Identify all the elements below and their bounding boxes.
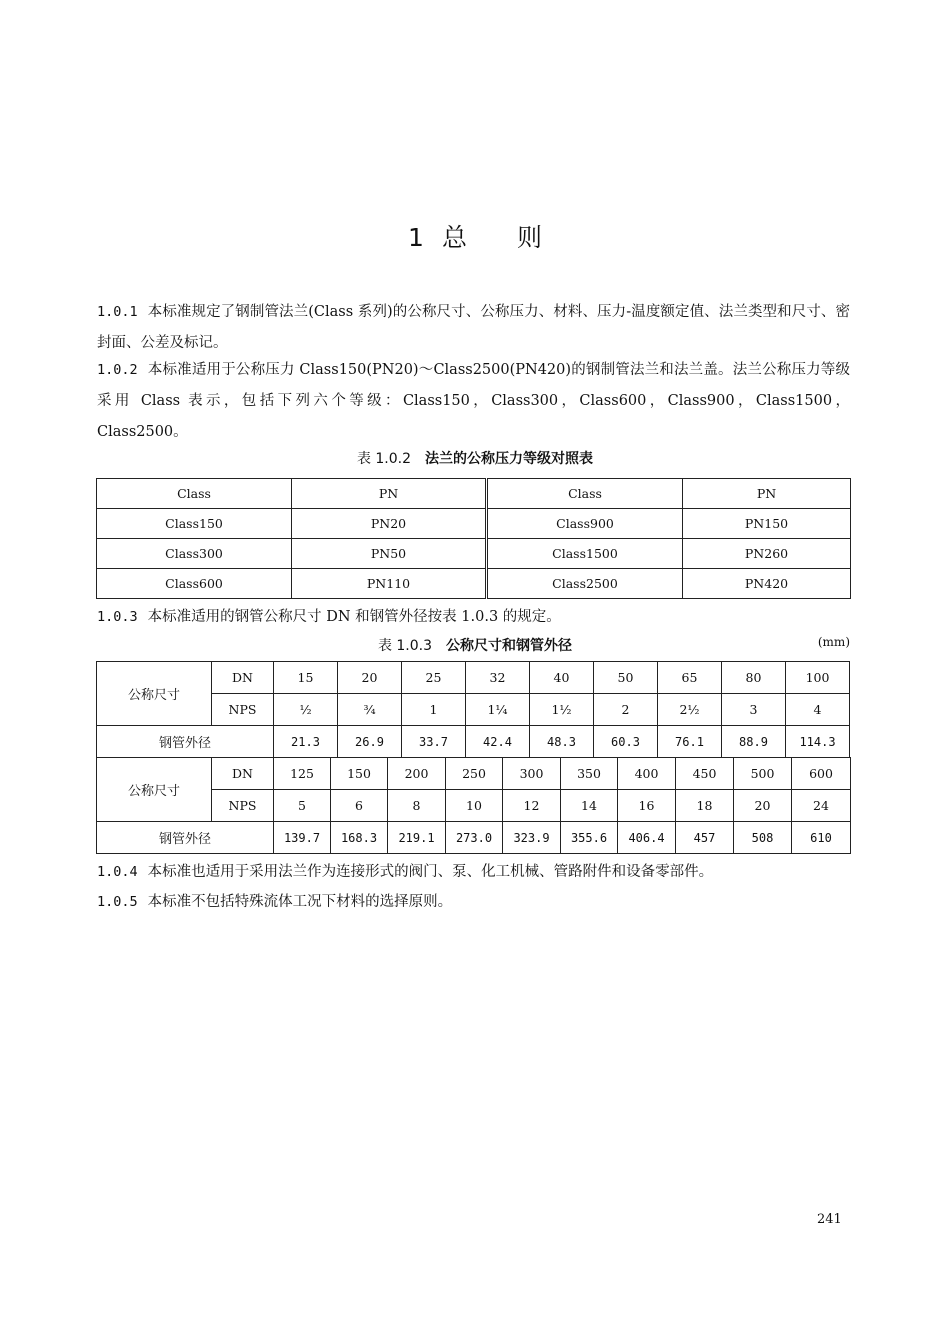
od-cell: 60.3 xyxy=(594,726,658,758)
od-label: 钢管外径 xyxy=(97,822,274,854)
table-cell: PN420 xyxy=(683,569,851,599)
nps-cell: 2½ xyxy=(658,694,722,726)
dn-cell: 125 xyxy=(274,758,331,790)
dn-cell: 25 xyxy=(402,662,466,694)
dn-row xyxy=(97,662,850,694)
header-cell: Class xyxy=(487,479,683,509)
paragraph-text: 本标准适用于公称压力 Class150(PN20)～Class2500(PN420)的钢制管法兰和法兰盖。法兰公称压力等级采用 Class 表示，包括下列六个等级：Class150，Class300，Class600，Class900，Class1500，Class2500。 xyxy=(97,362,850,440)
nps-label: NPS xyxy=(212,790,274,822)
od-cell: 168.3 xyxy=(331,822,388,854)
nps-cell: 16 xyxy=(618,790,676,822)
od-row xyxy=(97,822,851,854)
paragraph-text: 本标准也适用于采用法兰作为连接形式的阀门、泵、化工机械、管路附件和设备零部件。 xyxy=(147,864,714,880)
paragraph-1-0-2 xyxy=(97,355,850,448)
table-cell: Class600 xyxy=(97,569,292,599)
page-number: 241 xyxy=(817,1212,842,1227)
od-cell: 508 xyxy=(734,822,792,854)
od-cell: 88.9 xyxy=(722,726,786,758)
nps-cell: 1 xyxy=(402,694,466,726)
nominal-size-label: 公称尺寸 xyxy=(97,758,212,822)
dn-cell: 20 xyxy=(338,662,402,694)
table-cell: PN20 xyxy=(292,509,487,539)
nominal-size-label: 公称尺寸 xyxy=(97,662,212,726)
dn-label: DN xyxy=(212,758,274,790)
chapter-title xyxy=(0,218,950,254)
dn-cell: 300 xyxy=(503,758,561,790)
dn-cell: 15 xyxy=(274,662,338,694)
od-cell: 26.9 xyxy=(338,726,402,758)
nps-cell: 12 xyxy=(503,790,561,822)
od-cell: 139.7 xyxy=(274,822,331,854)
paragraph-1-0-5 xyxy=(97,887,850,918)
paragraph-text: 本标准不包括特殊流体工况下材料的选择原则。 xyxy=(147,894,453,910)
dn-row xyxy=(97,758,851,790)
od-cell: 355.6 xyxy=(561,822,618,854)
paragraph-1-0-1 xyxy=(97,297,850,359)
chapter-title-word-2: 则 xyxy=(516,223,542,252)
table-cell: Class900 xyxy=(487,509,683,539)
dn-cell: 350 xyxy=(561,758,618,790)
table-cell: PN150 xyxy=(683,509,851,539)
table-unit: (mm) xyxy=(817,635,850,649)
table-cell: PN260 xyxy=(683,539,851,569)
nps-cell: 5 xyxy=(274,790,331,822)
table-1-0-3-part-2 xyxy=(96,757,851,854)
paragraph-1-0-4 xyxy=(97,857,850,888)
nps-cell: ¾ xyxy=(338,694,402,726)
table-1-0-2 xyxy=(96,478,851,599)
table-cell: Class300 xyxy=(97,539,292,569)
od-cell: 219.1 xyxy=(388,822,446,854)
dn-cell: 400 xyxy=(618,758,676,790)
table-cell: Class150 xyxy=(97,509,292,539)
paragraph-text: 本标准适用的钢管公称尺寸 DN 和钢管外径按表 1.0.3 的规定。 xyxy=(147,609,561,625)
od-cell: 114.3 xyxy=(786,726,850,758)
od-cell: 76.1 xyxy=(658,726,722,758)
od-cell: 610 xyxy=(792,822,851,854)
table-cell: Class2500 xyxy=(487,569,683,599)
dn-cell: 150 xyxy=(331,758,388,790)
table-row xyxy=(97,539,851,569)
nps-cell: 4 xyxy=(786,694,850,726)
od-cell: 42.4 xyxy=(466,726,530,758)
od-cell: 33.7 xyxy=(402,726,466,758)
od-cell: 457 xyxy=(676,822,734,854)
nps-label: NPS xyxy=(212,694,274,726)
nps-cell: 6 xyxy=(331,790,388,822)
table-row xyxy=(97,569,851,599)
od-label: 钢管外径 xyxy=(97,726,274,758)
table-1-0-2-caption xyxy=(0,448,950,468)
section-number: 1.0.5 xyxy=(97,894,138,910)
dn-cell: 32 xyxy=(466,662,530,694)
section-number: 1.0.2 xyxy=(97,362,138,378)
od-row xyxy=(97,726,850,758)
paragraph-1-0-3 xyxy=(97,602,850,633)
dn-cell: 80 xyxy=(722,662,786,694)
nps-cell: 3 xyxy=(722,694,786,726)
nps-cell: 1¼ xyxy=(466,694,530,726)
table-1-0-3-caption xyxy=(0,635,950,655)
od-cell: 48.3 xyxy=(530,726,594,758)
nps-cell: 20 xyxy=(734,790,792,822)
dn-cell: 50 xyxy=(594,662,658,694)
nps-cell: 18 xyxy=(676,790,734,822)
table-row xyxy=(97,509,851,539)
nps-cell: 14 xyxy=(561,790,618,822)
od-cell: 323.9 xyxy=(503,822,561,854)
table-caption-number: 表 1.0.3 xyxy=(377,638,433,654)
dn-cell: 600 xyxy=(792,758,851,790)
chapter-number: 1 xyxy=(408,223,424,252)
nps-cell: 24 xyxy=(792,790,851,822)
nps-cell: ½ xyxy=(274,694,338,726)
nps-cell: 2 xyxy=(594,694,658,726)
nps-cell: 1½ xyxy=(530,694,594,726)
dn-label: DN xyxy=(212,662,274,694)
table-cell: PN110 xyxy=(292,569,487,599)
dn-cell: 450 xyxy=(676,758,734,790)
dn-cell: 200 xyxy=(388,758,446,790)
dn-cell: 500 xyxy=(734,758,792,790)
table-caption-text: 公称尺寸和钢管外径 xyxy=(446,638,573,654)
chapter-title-word-1: 总 xyxy=(441,223,467,252)
paragraph-text: 本标准规定了钢制管法兰(Class 系列)的公称尺寸、公称压力、材料、压力-温度额定值、法兰类型和尺寸、密封面、公差及标记。 xyxy=(97,304,850,351)
header-cell: PN xyxy=(683,479,851,509)
nps-cell: 10 xyxy=(446,790,503,822)
table-cell: Class1500 xyxy=(487,539,683,569)
header-cell: PN xyxy=(292,479,487,509)
table-caption-text: 法兰的公称压力等级对照表 xyxy=(425,451,594,467)
section-number: 1.0.4 xyxy=(97,864,138,880)
section-number: 1.0.1 xyxy=(97,304,138,320)
table-1-0-3-part-1 xyxy=(96,661,850,758)
dn-cell: 250 xyxy=(446,758,503,790)
table-header-row xyxy=(97,479,851,509)
dn-cell: 100 xyxy=(786,662,850,694)
dn-cell: 40 xyxy=(530,662,594,694)
od-cell: 21.3 xyxy=(274,726,338,758)
nps-cell: 8 xyxy=(388,790,446,822)
table-caption-number: 表 1.0.2 xyxy=(356,451,412,467)
section-number: 1.0.3 xyxy=(97,609,138,625)
od-cell: 273.0 xyxy=(446,822,503,854)
header-cell: Class xyxy=(97,479,292,509)
od-cell: 406.4 xyxy=(618,822,676,854)
dn-cell: 65 xyxy=(658,662,722,694)
table-cell: PN50 xyxy=(292,539,487,569)
